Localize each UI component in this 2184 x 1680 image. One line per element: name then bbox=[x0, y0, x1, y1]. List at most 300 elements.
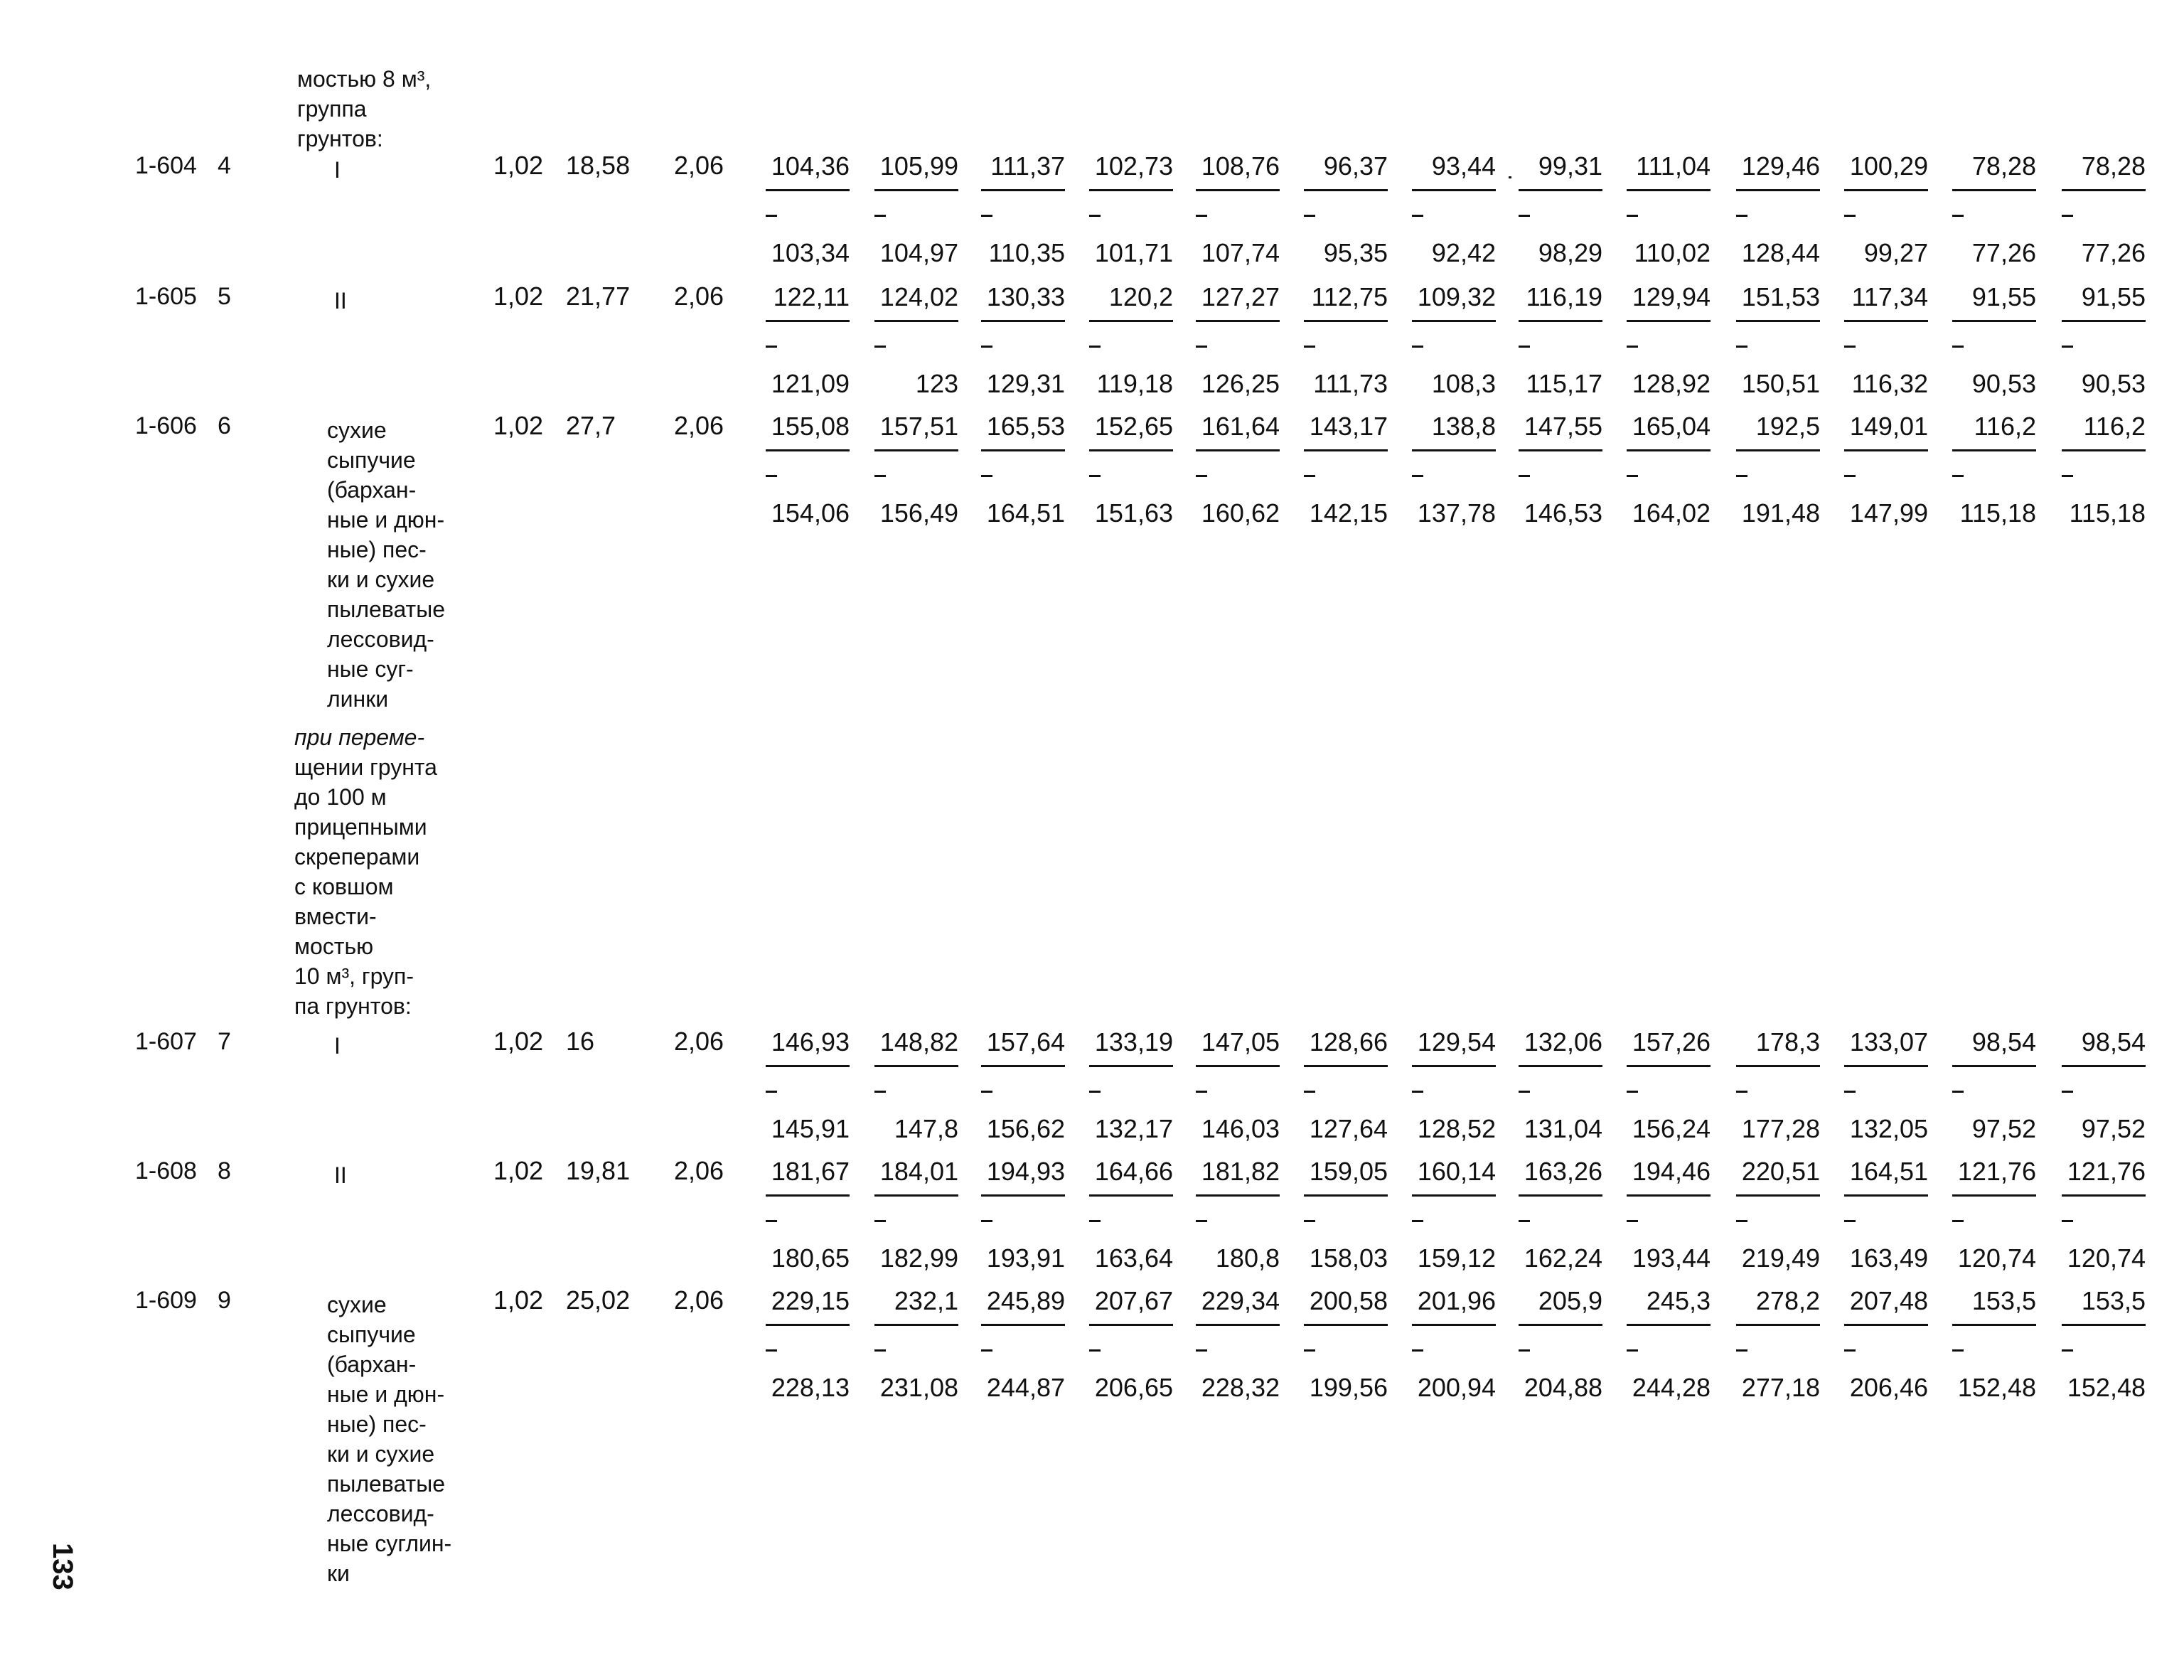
fraction-bar bbox=[1519, 449, 1602, 451]
value-denominator: 219,49 bbox=[1741, 1243, 1820, 1273]
fraction-bar-tail bbox=[1412, 1091, 1423, 1093]
fraction-bar bbox=[1952, 1324, 2036, 1326]
fraction-bar-tail bbox=[981, 475, 992, 477]
fraction-bar-tail bbox=[1304, 1220, 1315, 1222]
value-numerator: 111,04 bbox=[1636, 151, 1711, 181]
value-numerator: 98,54 bbox=[2081, 1027, 2146, 1056]
row-description: I bbox=[334, 157, 341, 183]
row-description: ные суг- bbox=[327, 656, 414, 682]
value-denominator: 132,05 bbox=[1849, 1114, 1928, 1143]
value-numerator: 181,82 bbox=[1201, 1157, 1280, 1186]
fraction-bar-tail bbox=[1304, 475, 1315, 477]
fraction-bar bbox=[874, 189, 958, 191]
value-numerator: 152,65 bbox=[1094, 412, 1173, 441]
fraction-bar bbox=[1304, 320, 1388, 322]
fraction-bar-tail bbox=[766, 1349, 777, 1352]
value-numerator: 116,2 bbox=[2083, 412, 2146, 441]
value-numerator: 184,01 bbox=[879, 1157, 958, 1186]
fraction-bar-tail bbox=[1844, 1349, 1856, 1352]
value-denominator: 150,51 bbox=[1741, 369, 1820, 398]
fraction-bar-tail bbox=[981, 215, 992, 217]
row-code: 1-605 bbox=[135, 283, 197, 310]
fraction-bar bbox=[874, 320, 958, 322]
value-numerator: 278,2 bbox=[1755, 1286, 1820, 1315]
fraction-bar-tail bbox=[1736, 1091, 1747, 1093]
value-numerator: 91,55 bbox=[1971, 282, 2036, 311]
fraction-bar-tail bbox=[1196, 346, 1207, 348]
fraction-bar bbox=[1519, 1324, 1602, 1326]
value-denominator: 129,31 bbox=[986, 369, 1065, 398]
value-denominator: 98,29 bbox=[1538, 238, 1602, 267]
fraction-bar-tail bbox=[1952, 1349, 1964, 1352]
fraction-bar bbox=[766, 189, 850, 191]
fraction-bar-tail bbox=[1736, 1220, 1747, 1222]
value-numerator: 127,27 bbox=[1201, 282, 1280, 311]
value-denominator: 206,65 bbox=[1094, 1373, 1173, 1402]
coefficient-3: 2,06 bbox=[674, 282, 724, 311]
fraction-bar bbox=[1196, 189, 1280, 191]
value-denominator: 115,18 bbox=[2069, 498, 2146, 528]
fraction-bar-tail bbox=[1519, 475, 1530, 477]
fraction-bar bbox=[981, 1324, 1065, 1326]
value-numerator: 149,01 bbox=[1849, 412, 1928, 441]
row-description: линки bbox=[327, 686, 389, 712]
row-description: сухие bbox=[327, 1292, 387, 1317]
row-number: 6 bbox=[218, 412, 231, 439]
row-number: 4 bbox=[218, 152, 231, 179]
fraction-bar bbox=[766, 1065, 850, 1067]
fraction-bar bbox=[1844, 1324, 1928, 1326]
value-denominator: 244,87 bbox=[986, 1373, 1065, 1402]
fraction-bar bbox=[766, 320, 850, 322]
value-numerator: 117,34 bbox=[1851, 282, 1928, 311]
fraction-bar bbox=[1519, 1194, 1602, 1197]
value-denominator: 159,12 bbox=[1417, 1243, 1496, 1273]
value-denominator: 110,35 bbox=[988, 238, 1065, 267]
coefficient-3: 2,06 bbox=[674, 151, 724, 180]
fraction-bar-tail bbox=[1627, 215, 1638, 217]
value-numerator: 108,76 bbox=[1201, 151, 1280, 181]
fraction-bar-tail bbox=[1196, 1091, 1207, 1093]
fraction-bar bbox=[874, 1065, 958, 1067]
fraction-bar-tail bbox=[766, 215, 777, 217]
fraction-bar bbox=[1412, 320, 1496, 322]
fraction-bar bbox=[766, 449, 850, 451]
coefficient-2: 19,81 bbox=[566, 1156, 631, 1185]
value-numerator: 104,36 bbox=[771, 151, 850, 181]
section-intro-line: щении грунта bbox=[294, 754, 437, 780]
fraction-bar-tail bbox=[1519, 346, 1530, 348]
value-denominator: 99,27 bbox=[1863, 238, 1928, 267]
fraction-bar bbox=[1089, 1194, 1173, 1197]
row-description: пылеватые bbox=[327, 596, 445, 622]
fraction-bar-tail bbox=[1089, 346, 1101, 348]
section-intro-line: вмести- bbox=[294, 904, 377, 929]
fraction-bar-tail bbox=[1627, 1349, 1638, 1352]
row-description: сухие bbox=[327, 417, 387, 443]
value-numerator: 112,75 bbox=[1311, 282, 1388, 311]
value-numerator: 148,82 bbox=[879, 1027, 958, 1056]
fraction-bar-tail bbox=[981, 1349, 992, 1352]
value-denominator: 204,88 bbox=[1524, 1373, 1602, 1402]
value-numerator: 102,73 bbox=[1094, 151, 1173, 181]
fraction-bar bbox=[1952, 320, 2036, 322]
fraction-bar bbox=[981, 1194, 1065, 1197]
fraction-bar-tail bbox=[1952, 475, 1964, 477]
row-description: ные суглин- bbox=[327, 1531, 452, 1556]
fraction-bar bbox=[1196, 320, 1280, 322]
value-numerator: 157,64 bbox=[986, 1027, 1065, 1056]
value-numerator: 121,76 bbox=[2067, 1157, 2146, 1186]
row-description: II bbox=[334, 1162, 347, 1188]
value-numerator: 164,66 bbox=[1094, 1157, 1173, 1186]
fraction-bar bbox=[1412, 1194, 1496, 1197]
fraction-bar-tail bbox=[1519, 215, 1530, 217]
fraction-bar-tail bbox=[1412, 1220, 1423, 1222]
row-code: 1-607 bbox=[135, 1028, 197, 1055]
value-numerator: 194,46 bbox=[1632, 1157, 1711, 1186]
fraction-bar bbox=[1736, 1065, 1820, 1067]
fraction-bar-tail bbox=[2062, 1091, 2073, 1093]
value-denominator: 180,8 bbox=[1215, 1243, 1280, 1273]
value-denominator: 121,09 bbox=[771, 369, 850, 398]
row-number: 7 bbox=[218, 1028, 231, 1055]
value-numerator: 100,29 bbox=[1849, 151, 1928, 181]
coefficient-2: 25,02 bbox=[566, 1285, 631, 1315]
coefficient-1: 1,02 bbox=[493, 151, 544, 180]
value-numerator: 105,99 bbox=[879, 151, 958, 181]
fraction-bar-tail bbox=[1627, 346, 1638, 348]
value-denominator: 110,02 bbox=[1634, 238, 1711, 267]
value-denominator: 147,99 bbox=[1849, 498, 1928, 528]
fraction-bar bbox=[766, 1194, 850, 1197]
header-fragment-line: группа bbox=[297, 96, 367, 122]
fraction-bar-tail bbox=[1089, 1349, 1101, 1352]
coefficient-1: 1,02 bbox=[493, 282, 544, 311]
value-denominator: 160,62 bbox=[1201, 498, 1280, 528]
value-numerator: 116,2 bbox=[1974, 412, 2036, 441]
section-intro-line: мостью bbox=[294, 933, 374, 959]
fraction-bar-tail bbox=[874, 1220, 886, 1222]
fraction-bar bbox=[766, 1324, 850, 1326]
value-numerator: 157,26 bbox=[1632, 1027, 1711, 1056]
value-numerator: 207,67 bbox=[1094, 1286, 1173, 1315]
value-denominator: 127,64 bbox=[1309, 1114, 1388, 1143]
value-numerator: 133,19 bbox=[1094, 1027, 1173, 1056]
value-denominator: 77,26 bbox=[2081, 238, 2146, 267]
value-denominator: 193,91 bbox=[986, 1243, 1065, 1273]
fraction-bar bbox=[2062, 1324, 2146, 1326]
value-denominator: 193,44 bbox=[1632, 1243, 1711, 1273]
fraction-bar-tail bbox=[1627, 1091, 1638, 1093]
value-numerator: 161,64 bbox=[1201, 412, 1280, 441]
row-description: II bbox=[334, 288, 347, 314]
fraction-bar-tail bbox=[1844, 215, 1856, 217]
fraction-bar bbox=[2062, 1194, 2146, 1197]
coefficient-2: 16 bbox=[566, 1027, 595, 1056]
value-numerator: 181,67 bbox=[771, 1157, 850, 1186]
fraction-bar bbox=[1196, 1194, 1280, 1197]
value-denominator: 115,17 bbox=[1526, 369, 1602, 398]
row-description: сыпучие bbox=[327, 447, 416, 473]
fraction-bar bbox=[1412, 1324, 1496, 1326]
fraction-bar bbox=[1844, 189, 1928, 191]
fraction-bar-tail bbox=[1952, 1220, 1964, 1222]
coefficient-1: 1,02 bbox=[493, 1156, 544, 1185]
value-denominator: 162,24 bbox=[1524, 1243, 1602, 1273]
value-denominator: 156,24 bbox=[1632, 1114, 1711, 1143]
value-denominator: 199,56 bbox=[1309, 1373, 1388, 1402]
fraction-bar-tail bbox=[1412, 475, 1423, 477]
value-denominator: 164,02 bbox=[1632, 498, 1711, 528]
fraction-bar bbox=[1952, 189, 2036, 191]
fraction-bar-tail bbox=[766, 475, 777, 477]
fraction-bar bbox=[1519, 189, 1602, 191]
fraction-bar bbox=[1412, 1065, 1496, 1067]
value-numerator: 116,19 bbox=[1526, 282, 1602, 311]
fraction-bar bbox=[1304, 1194, 1388, 1197]
value-denominator: 231,08 bbox=[879, 1373, 958, 1402]
row-description: лессовид- bbox=[327, 626, 434, 652]
fraction-bar-tail bbox=[2062, 475, 2073, 477]
section-intro-line: с ковшом bbox=[294, 874, 394, 899]
fraction-bar bbox=[1844, 449, 1928, 451]
value-denominator: 228,32 bbox=[1201, 1373, 1280, 1402]
value-denominator: 164,51 bbox=[986, 498, 1065, 528]
value-denominator: 228,13 bbox=[771, 1373, 850, 1402]
row-number: 5 bbox=[218, 283, 231, 310]
value-numerator: 132,06 bbox=[1524, 1027, 1602, 1056]
value-denominator: 101,71 bbox=[1094, 238, 1173, 267]
fraction-bar bbox=[981, 189, 1065, 191]
coefficient-3: 2,06 bbox=[674, 1027, 724, 1056]
value-denominator: 132,17 bbox=[1094, 1114, 1173, 1143]
fraction-bar-tail bbox=[874, 1349, 886, 1352]
coefficient-2: 18,58 bbox=[566, 151, 631, 180]
value-numerator: 146,93 bbox=[771, 1027, 850, 1056]
fraction-bar bbox=[1304, 449, 1388, 451]
fraction-bar-tail bbox=[1089, 1220, 1101, 1222]
coefficient-2: 21,77 bbox=[566, 282, 631, 311]
section-intro-line: прицепными bbox=[294, 814, 427, 840]
value-numerator: 200,58 bbox=[1309, 1286, 1388, 1315]
value-denominator: 104,97 bbox=[879, 238, 958, 267]
fraction-bar bbox=[981, 449, 1065, 451]
row-description: (бархан- bbox=[327, 1352, 417, 1377]
fraction-bar-tail bbox=[766, 1091, 777, 1093]
fraction-bar-tail bbox=[1736, 1349, 1747, 1352]
value-denominator: 147,8 bbox=[894, 1114, 958, 1143]
fraction-bar bbox=[1844, 320, 1928, 322]
coefficient-1: 1,02 bbox=[493, 411, 544, 440]
value-denominator: 128,52 bbox=[1417, 1114, 1496, 1143]
value-numerator: 138,8 bbox=[1431, 412, 1496, 441]
value-numerator: 245,89 bbox=[986, 1286, 1065, 1315]
value-numerator: 151,53 bbox=[1741, 282, 1820, 311]
value-numerator: 120,2 bbox=[1108, 282, 1173, 311]
coefficient-1: 1,02 bbox=[493, 1285, 544, 1315]
fraction-bar-tail bbox=[1089, 1091, 1101, 1093]
fraction-bar bbox=[981, 320, 1065, 322]
value-numerator: 124,02 bbox=[879, 282, 958, 311]
coefficient-3: 2,06 bbox=[674, 411, 724, 440]
value-numerator: 130,33 bbox=[986, 282, 1065, 311]
row-description: ные и дюн- bbox=[327, 1381, 445, 1407]
coefficient-1: 1,02 bbox=[493, 1027, 544, 1056]
value-denominator: 77,26 bbox=[1971, 238, 2036, 267]
value-denominator: 108,3 bbox=[1431, 369, 1496, 398]
fraction-bar-tail bbox=[1844, 475, 1856, 477]
value-denominator: 126,25 bbox=[1201, 369, 1280, 398]
fraction-bar bbox=[1412, 449, 1496, 451]
value-numerator: 91,55 bbox=[2081, 282, 2146, 311]
fraction-bar bbox=[981, 1065, 1065, 1067]
fraction-bar-tail bbox=[1519, 1349, 1530, 1352]
value-numerator: 129,94 bbox=[1632, 282, 1711, 311]
value-denominator: 156,62 bbox=[986, 1114, 1065, 1143]
value-numerator: 245,3 bbox=[1646, 1286, 1711, 1315]
fraction-bar-tail bbox=[1952, 346, 1964, 348]
value-denominator: 120,74 bbox=[2067, 1243, 2146, 1273]
row-description: лессовид- bbox=[327, 1501, 434, 1526]
row-code: 1-606 bbox=[135, 412, 197, 439]
value-numerator: 178,3 bbox=[1755, 1027, 1820, 1056]
section-intro-line: скреперами bbox=[294, 844, 420, 870]
fraction-bar-tail bbox=[1844, 1220, 1856, 1222]
value-numerator: 111,37 bbox=[990, 151, 1065, 181]
value-numerator: 229,15 bbox=[771, 1286, 850, 1315]
fraction-bar bbox=[1952, 1194, 2036, 1197]
value-numerator: 109,32 bbox=[1417, 282, 1496, 311]
fraction-bar bbox=[874, 1324, 958, 1326]
fraction-bar bbox=[1196, 1065, 1280, 1067]
coefficient-2: 27,7 bbox=[566, 411, 616, 440]
fraction-bar-tail bbox=[1952, 1091, 1964, 1093]
fraction-bar bbox=[874, 449, 958, 451]
value-numerator: 207,48 bbox=[1849, 1286, 1928, 1315]
value-denominator: 151,63 bbox=[1094, 498, 1173, 528]
value-denominator: 163,64 bbox=[1094, 1243, 1173, 1273]
value-denominator: 200,94 bbox=[1417, 1373, 1496, 1402]
fraction-bar bbox=[1089, 1324, 1173, 1326]
section-intro-line: 10 м³, груп- bbox=[294, 963, 414, 989]
value-numerator: 159,05 bbox=[1309, 1157, 1388, 1186]
fraction-bar-tail bbox=[1412, 346, 1423, 348]
value-denominator: 128,44 bbox=[1741, 238, 1820, 267]
value-numerator: 220,51 bbox=[1741, 1157, 1820, 1186]
value-denominator: 90,53 bbox=[2081, 369, 2146, 398]
fraction-bar-tail bbox=[1844, 1091, 1856, 1093]
value-denominator: 111,73 bbox=[1313, 369, 1388, 398]
row-description: ные и дюн- bbox=[327, 507, 445, 533]
fraction-bar-tail bbox=[766, 346, 777, 348]
value-numerator: 205,9 bbox=[1538, 1286, 1602, 1315]
value-numerator: 153,5 bbox=[1971, 1286, 2036, 1315]
value-denominator: 277,18 bbox=[1741, 1373, 1820, 1402]
value-denominator: 92,42 bbox=[1431, 238, 1496, 267]
value-numerator: 160,14 bbox=[1417, 1157, 1496, 1186]
fraction-bar-tail bbox=[981, 1091, 992, 1093]
value-numerator: 98,54 bbox=[1971, 1027, 2036, 1056]
value-numerator: 201,96 bbox=[1417, 1286, 1496, 1315]
value-denominator: 123 bbox=[915, 369, 958, 398]
fraction-bar bbox=[1089, 449, 1173, 451]
value-denominator: 116,32 bbox=[1851, 369, 1928, 398]
value-numerator: 122,11 bbox=[773, 282, 850, 311]
value-denominator: 154,06 bbox=[771, 498, 850, 528]
fraction-bar bbox=[1519, 320, 1602, 322]
fraction-bar bbox=[2062, 449, 2146, 451]
value-numerator: 165,53 bbox=[986, 412, 1065, 441]
value-denominator: 107,74 bbox=[1201, 238, 1280, 267]
fraction-bar-tail bbox=[1736, 215, 1747, 217]
fraction-bar-tail bbox=[1627, 475, 1638, 477]
row-code: 1-608 bbox=[135, 1157, 197, 1184]
fraction-bar-tail bbox=[1952, 215, 1964, 217]
fraction-bar-tail bbox=[1196, 1349, 1207, 1352]
value-numerator: 129,54 bbox=[1417, 1027, 1496, 1056]
fraction-bar-tail bbox=[1196, 475, 1207, 477]
value-denominator: 182,99 bbox=[879, 1243, 958, 1273]
stray-mark bbox=[1509, 176, 1511, 178]
value-denominator: 90,53 bbox=[1971, 369, 2036, 398]
fraction-bar-tail bbox=[874, 475, 886, 477]
value-denominator: 131,04 bbox=[1524, 1114, 1602, 1143]
row-code: 1-609 bbox=[135, 1287, 197, 1314]
value-denominator: 156,49 bbox=[879, 498, 958, 528]
page-number: 133 bbox=[47, 1543, 78, 1590]
fraction-bar-tail bbox=[874, 346, 886, 348]
value-denominator: 206,46 bbox=[1849, 1373, 1928, 1402]
fraction-bar bbox=[1627, 449, 1711, 451]
row-description: I bbox=[334, 1033, 341, 1059]
value-numerator: 133,07 bbox=[1849, 1027, 1928, 1056]
row-description: (бархан- bbox=[327, 477, 417, 503]
value-denominator: 137,78 bbox=[1417, 498, 1496, 528]
fraction-bar bbox=[1304, 1324, 1388, 1326]
fraction-bar bbox=[2062, 189, 2146, 191]
value-numerator: 232,1 bbox=[894, 1286, 958, 1315]
fraction-bar bbox=[1196, 1324, 1280, 1326]
value-numerator: 93,44 bbox=[1431, 151, 1496, 181]
value-numerator: 194,93 bbox=[986, 1157, 1065, 1186]
value-denominator: 95,35 bbox=[1323, 238, 1388, 267]
value-denominator: 103,34 bbox=[771, 238, 850, 267]
value-numerator: 143,17 bbox=[1309, 412, 1388, 441]
fraction-bar bbox=[1844, 1194, 1928, 1197]
value-numerator: 96,37 bbox=[1323, 151, 1388, 181]
value-numerator: 147,05 bbox=[1201, 1027, 1280, 1056]
fraction-bar bbox=[1304, 1065, 1388, 1067]
fraction-bar-tail bbox=[981, 346, 992, 348]
value-numerator: 129,46 bbox=[1741, 151, 1820, 181]
value-numerator: 192,5 bbox=[1755, 412, 1820, 441]
fraction-bar-tail bbox=[1844, 346, 1856, 348]
section-intro-line: па грунтов: bbox=[294, 993, 412, 1019]
fraction-bar bbox=[1952, 449, 2036, 451]
section-intro-line: при переме- bbox=[294, 724, 425, 750]
value-numerator: 157,51 bbox=[879, 412, 958, 441]
value-numerator: 163,26 bbox=[1524, 1157, 1602, 1186]
value-numerator: 121,76 bbox=[1957, 1157, 2036, 1186]
value-denominator: 244,28 bbox=[1632, 1373, 1711, 1402]
fraction-bar-tail bbox=[1736, 346, 1747, 348]
fraction-bar bbox=[2062, 1065, 2146, 1067]
row-number: 8 bbox=[218, 1157, 231, 1184]
fraction-bar-tail bbox=[1736, 475, 1747, 477]
fraction-bar-tail bbox=[1519, 1091, 1530, 1093]
fraction-bar bbox=[1627, 1194, 1711, 1197]
